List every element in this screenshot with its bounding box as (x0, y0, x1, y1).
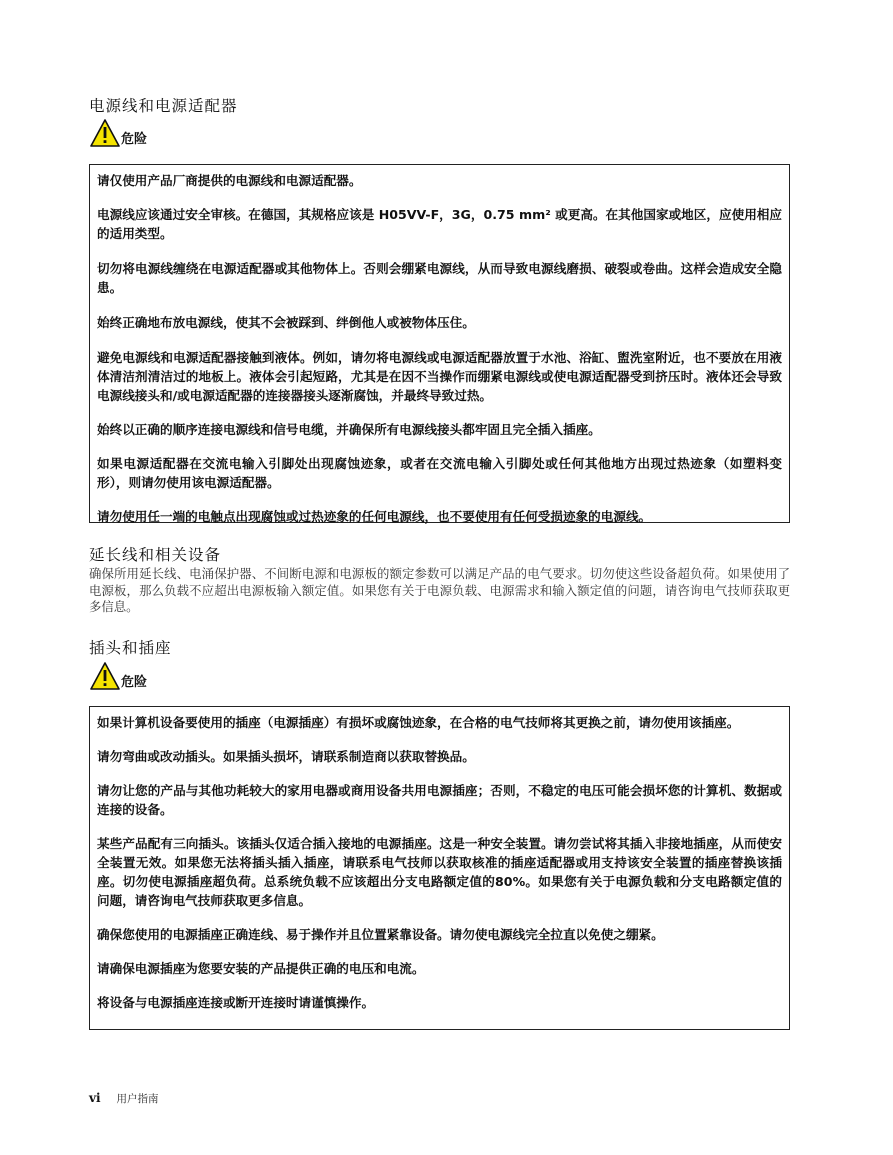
danger-item: 切勿将电源线缠绕在电源适配器或其他物体上。否则会绷紧电源线，从而导致电源线磨损、破裂或卷曲。这样会造成安全隐患。 (97, 261, 782, 295)
danger-item: 请确保电源插座为您要安装的产品提供正确的电压和电流。 (97, 961, 425, 976)
document-title: 用户指南 (116, 1093, 159, 1105)
danger-item: 将设备与电源插座连接或断开连接时请谨慎操作。 (97, 995, 375, 1010)
danger-item: 如果计算机设备要使用的插座（电源插座）有损坏或腐蚀迹象，在合格的电气技师将其更换之前，请勿使用该插座。 (97, 715, 740, 730)
danger-item: 始终正确地布放电源线，使其不会被踩到、绊倒他人或被物体压住。 (97, 315, 475, 330)
page-footer (89, 1091, 159, 1106)
section-heading-power-cords: 电源线和电源适配器 (89, 97, 238, 115)
danger-label: 危险 (121, 132, 148, 147)
danger-item: 某些产品配有三向插头。该插头仅适合插入接地的电源插座。这是一种安全装置。请勿尝试将其插入非接地插座，从而使安全装置无效。如果您无法将插头插入插座，请联系电气技师以获取核准的插座适配器或用支持该安全装置的插座替换该插座。切勿使电源插座超负荷。总系统负载不应该超出分支电路额定值的80%。如果您有关于电源负载和分支电路额定值的问题，请咨询电气技师获取更多信息。 (97, 836, 782, 908)
danger-item: 请勿使用任一端的电触点出现腐蚀或过热迹象的任何电源线，也不要使用有任何受损迹象的电源线。 (97, 509, 652, 524)
section-heading-plugs-outlets: 插头和插座 (89, 639, 172, 657)
danger-notice (89, 659, 147, 691)
danger-box-power-cords (89, 164, 790, 523)
danger-item: 确保您使用的电源插座正确连线、易于操作并且位置紧靠设备。请勿使电源线完全拉直以免使之绷紧。 (97, 927, 664, 942)
warning-triangle-icon (89, 118, 121, 148)
danger-item: 请仅使用产品厂商提供的电源线和电源适配器。 (97, 173, 362, 188)
section-body-extension-cords: 确保所用延长线、电涌保护器、不间断电源和电源板的额定参数可以满足产品的电气要求。切勿使这些设备超负荷。如果使用了电源板，那么负载不应超出电源板输入额定值。如果您有关于电源负载、电源需求和输入额定值的问题，请咨询电气技师获取更多信息。 (89, 566, 790, 614)
danger-notice (89, 116, 147, 148)
danger-box-plugs-outlets (89, 706, 790, 1030)
danger-label: 危险 (121, 675, 148, 690)
danger-item: 始终以正确的顺序连接电源线和信号电缆，并确保所有电源线接头都牢固且完全插入插座。 (97, 422, 601, 437)
danger-item: 请勿让您的产品与其他功耗较大的家用电器或商用设备共用电源插座；否则，不稳定的电压可能会损坏您的计算机、数据或连接的设备。 (97, 783, 782, 817)
danger-item: 电源线应该通过安全审核。在德国，其规格应该是 H05VV-F，3G，0.75 mm² 或更高。在其他国家或地区，应使用相应的适用类型。 (97, 207, 782, 241)
section-heading-extension-cords: 延长线和相关设备 (89, 546, 222, 564)
warning-triangle-icon (89, 661, 121, 691)
danger-item: 如果电源适配器在交流电输入引脚处出现腐蚀迹象，或者在交流电输入引脚处或任何其他地方出现过热迹象（如塑料变形），则请勿使用该电源适配器。 (97, 456, 782, 490)
page-number: vi (89, 1091, 101, 1105)
danger-item: 避免电源线和电源适配器接触到液体。例如，请勿将电源线或电源适配器放置于水池、浴缸、盥洗室附近，也不要放在用液体清洁剂清洁过的地板上。液体会引起短路，尤其是在因不当操作而绷紧电源线或使电源适配器受到挤压时。液体还会导致电源线接头和/或电源适配器的连接器接头逐渐腐蚀，并最终导致过热。 (97, 350, 782, 403)
danger-item: 请勿弯曲或改动插头。如果插头损坏，请联系制造商以获取替换品。 (97, 749, 475, 764)
